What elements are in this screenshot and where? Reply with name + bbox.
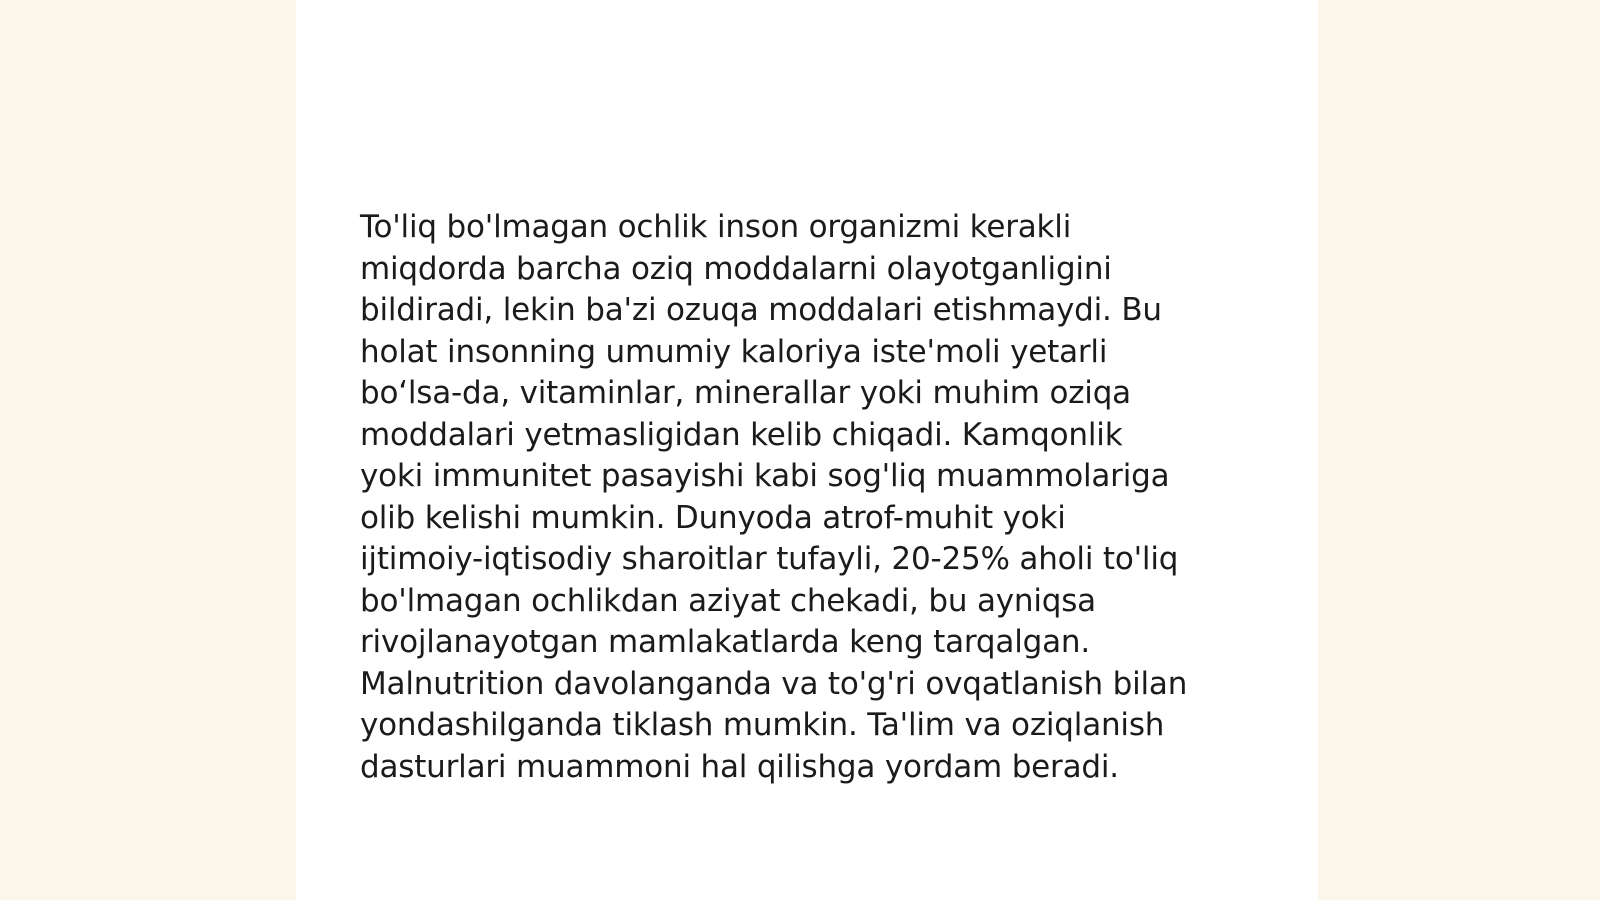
paragraph-line: moddalari yetmasligidan kelib chiqadi. Kamqonlik — [360, 416, 1123, 453]
paragraph-line: To'liq bo'lmagan ochlik inson organizmi kerakli — [360, 209, 1072, 245]
paragraph-line: Malnutrition davolanganda va to'g'ri ovqatlanish bilan — [360, 665, 1188, 702]
paragraph-line: ijtimoiy-iqtisodiy sharoitlar tufayli, 20-25% aholi to'liq — [360, 541, 1179, 577]
paragraph-line: bo‘lsa-da, vitaminlar, minerallar yoki muhim oziqa — [360, 375, 1131, 411]
paragraph-line: miqdorda barcha oziq moddalarni olayotganligini — [360, 250, 1112, 287]
paragraph-line: yoki immunitet pasayishi kabi sog'liq muammolariga — [360, 458, 1170, 494]
paragraph-line: bildiradi, lekin ba'zi ozuqa moddalari etishmaydi. Bu — [360, 292, 1162, 328]
paragraph-line: holat insonning umumiy kaloriya iste'moli yetarli — [360, 333, 1108, 370]
paragraph-line: bo'lmagan ochlikdan aziyat chekadi, bu ayniqsa — [360, 582, 1096, 619]
paragraph-line: olib kelishi mumkin. Dunyoda atrof-muhit yoki — [360, 499, 1066, 536]
body-paragraph — [360, 207, 1260, 788]
paragraph-line: yondashilganda tiklash mumkin. Ta'lim va oziqlanish — [360, 707, 1165, 743]
paragraph-line: rivojlanayotgan mamlakatlarda keng tarqalgan. — [360, 624, 1090, 660]
document-page — [296, 0, 1318, 900]
paragraph-line: dasturlari muammoni hal qilishga yordam beradi. — [360, 748, 1119, 785]
